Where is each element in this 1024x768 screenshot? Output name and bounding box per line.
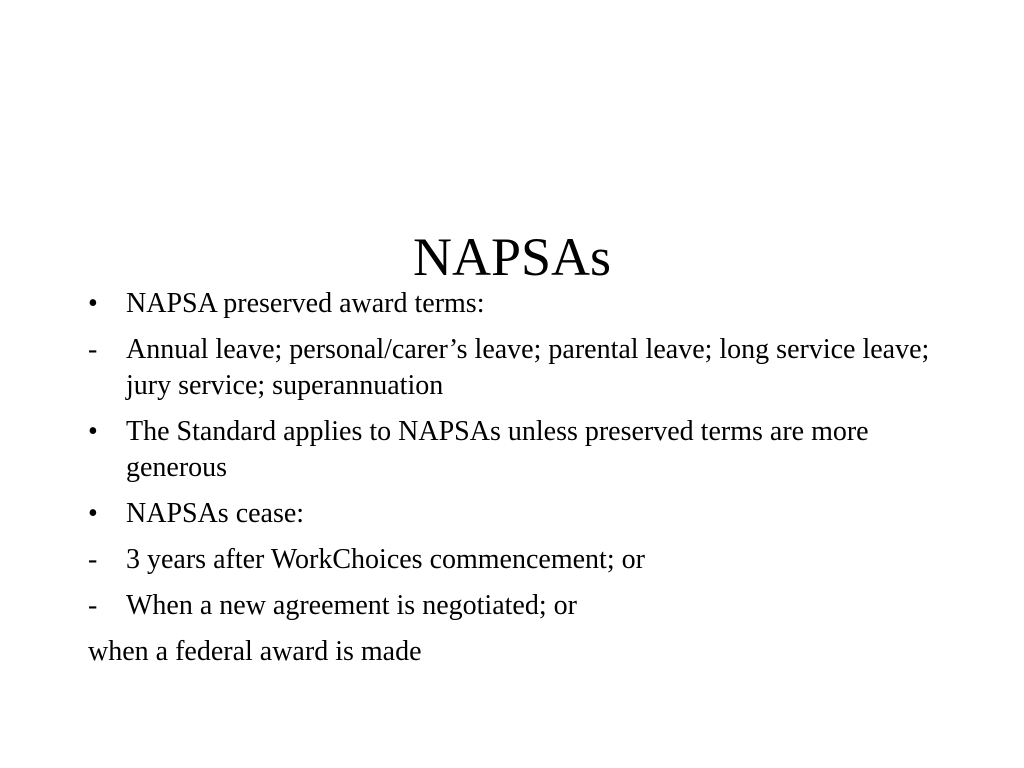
list-item <box>88 414 938 486</box>
list-item-text: when a federal award is made <box>88 636 422 667</box>
list-item <box>88 286 938 322</box>
list-item <box>88 496 938 532</box>
slide-title: NAPSAs <box>412 227 612 287</box>
list-item-text: NAPSAs cease: <box>126 498 305 529</box>
bullet-marker: • <box>88 498 98 529</box>
list-item-text: NAPSA preserved award terms: <box>126 288 485 319</box>
dash-marker: - <box>88 544 98 575</box>
bullet-marker: • <box>88 288 98 319</box>
list-item <box>88 634 938 670</box>
list-item <box>88 542 938 578</box>
list-item <box>88 588 938 624</box>
list-item-text: When a new agreement is negotiated; or <box>126 590 577 621</box>
list-item-text: Annual leave; personal/carer’s leave; parental leave; long service leave; jury service; superannuation <box>126 334 930 401</box>
list-item <box>88 332 938 404</box>
dash-marker: - <box>88 334 98 365</box>
list-item-text: The Standard applies to NAPSAs unless preserved terms are more generous <box>126 416 869 483</box>
bullet-marker: • <box>88 416 98 447</box>
dash-marker: - <box>88 590 98 621</box>
list-item-text: 3 years after WorkChoices commencement; or <box>126 544 645 575</box>
bullet-list <box>88 286 938 680</box>
